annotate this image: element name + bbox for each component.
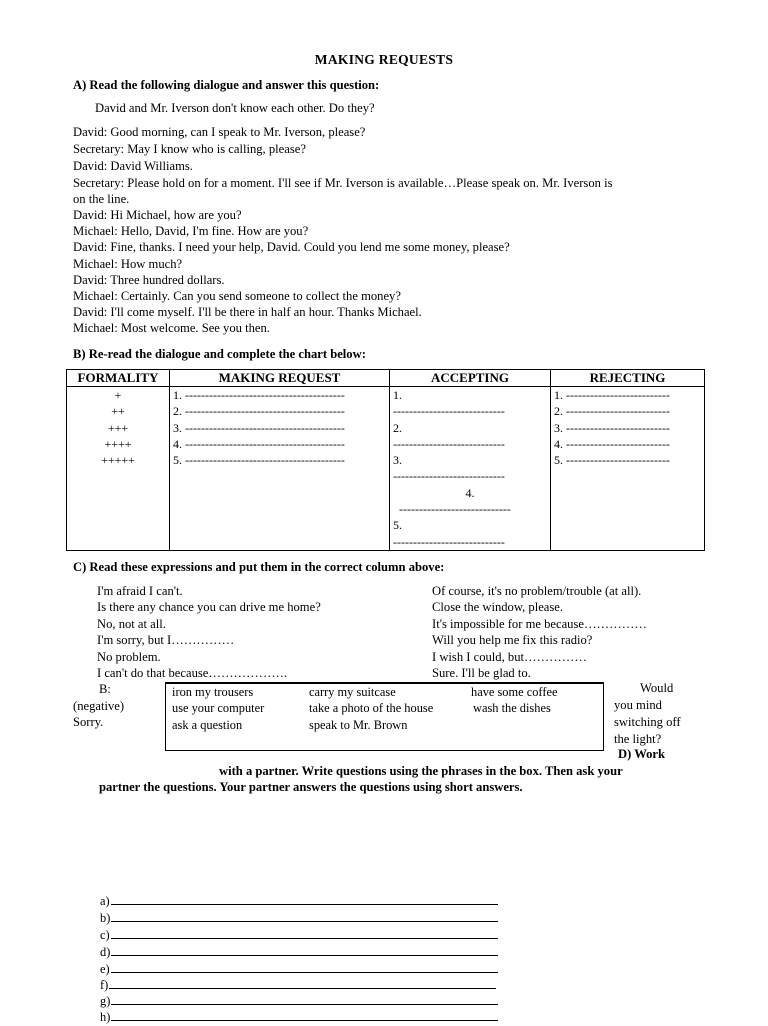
expression: I wish I could, but……………	[432, 650, 587, 664]
expression: Is there any chance you can drive me home?	[97, 600, 321, 614]
phrase: ask a question	[172, 718, 243, 732]
dialogue-line: David: Three hundred dollars.	[73, 273, 225, 287]
page-title: MAKING REQUESTS	[314, 52, 454, 67]
answer-label: g)	[100, 994, 111, 1008]
expression: Sure. I'll be glad to.	[432, 666, 531, 680]
accepting-number: 5.	[393, 518, 402, 533]
request-blank[interactable]: 4. ----------------------------------------	[173, 436, 345, 451]
answer-blank[interactable]	[111, 992, 498, 1005]
answer-label: d)	[100, 945, 111, 959]
phrase: have some coffee	[471, 685, 558, 699]
column-header-making-request: MAKING REQUEST	[170, 370, 390, 387]
answer-row	[100, 943, 498, 961]
section-d-instruction: with a partner. Write questions using the phrases in the box. Then ask your	[219, 764, 623, 778]
request-blank[interactable]: 1. ----------------------------------------	[173, 388, 345, 402]
dialogue-line: David: David Williams.	[73, 159, 193, 173]
accepting-number: 4.	[465, 485, 475, 500]
answer-row	[100, 926, 498, 944]
rejecting-blank[interactable]: 2. --------------------------	[554, 404, 670, 419]
column-header-accepting: ACCEPTING	[390, 370, 551, 387]
accepting-number: 2.	[393, 420, 402, 435]
would-mind-line: the light?	[614, 732, 662, 746]
dialogue-line: Michael: Most welcome. See you then.	[73, 321, 270, 335]
dialogue-line: Secretary: May I know who is calling, please?	[73, 142, 306, 156]
answer-label: b)	[100, 911, 111, 925]
answer-label: e)	[100, 962, 110, 976]
formality-level: ++++	[104, 436, 132, 451]
rejecting-cell	[551, 387, 705, 551]
accepting-blank[interactable]: ----------------------------	[393, 404, 505, 419]
column-header-formality: FORMALITY	[67, 370, 170, 387]
section-b-heading: B) Re-read the dialogue and complete the chart below:	[73, 347, 366, 361]
request-blank[interactable]: 2. ----------------------------------------	[173, 404, 345, 419]
dialogue-line: Michael: Hello, David, I'm fine. How are you?	[73, 224, 309, 238]
dialogue-line: David: Hi Michael, how are you?	[73, 208, 242, 222]
section-d-instruction: partner the questions. Your partner answers the questions using short answers.	[99, 780, 523, 794]
expression: It's impossible for me because……………	[432, 617, 647, 631]
accepting-blank[interactable]: ----------------------------	[393, 534, 505, 549]
expression: I'm afraid I can't.	[97, 584, 183, 598]
answer-blank[interactable]	[111, 892, 498, 905]
expression: Close the window, please.	[432, 600, 564, 614]
expression: Will you help me fix this radio?	[432, 633, 593, 647]
request-blank[interactable]: 3. ----------------------------------------	[173, 420, 345, 435]
fragment-b: B:	[99, 682, 111, 696]
fragment-negative: (negative)	[73, 699, 125, 713]
expression: Of course, it's no problem/trouble (at all).	[432, 584, 642, 598]
would-mind-line: Would	[640, 681, 674, 695]
dialogue-line: Michael: Certainly. Can you send someone to collect the money?	[73, 289, 401, 303]
answer-blank[interactable]	[111, 926, 498, 939]
request-blank[interactable]: 5. ----------------------------------------	[173, 453, 345, 468]
phrase: carry my suitcase	[309, 685, 396, 699]
section-a-heading: A) Read the following dialogue and answer this question:	[73, 78, 380, 92]
answer-blank[interactable]	[111, 960, 498, 973]
dialogue-line: Michael: How much?	[73, 257, 183, 271]
dialogue-line: David: Fine, thanks. I need your help, David. Could you lend me some money, please?	[73, 240, 510, 254]
formality-level: ++	[111, 404, 125, 419]
formality-level: +++	[107, 420, 129, 435]
expression: I can't do that because……………….	[97, 666, 288, 680]
answer-label: c)	[100, 928, 110, 942]
phrase: use your computer	[172, 701, 265, 715]
section-a-question: David and Mr. Iverson don't know each other. Do they?	[95, 101, 375, 115]
rejecting-blank[interactable]: 1. --------------------------	[554, 388, 670, 402]
section-c-heading: C) Read these expressions and put them in the correct column above:	[73, 560, 445, 574]
answer-blank[interactable]	[109, 976, 496, 989]
dialogue-line: David: Good morning, can I speak to Mr. Iverson, please?	[73, 125, 366, 139]
dialogue-line: on the line.	[73, 192, 130, 206]
accepting-blank[interactable]: ----------------------------	[393, 436, 505, 451]
phrase: speak to Mr. Brown	[309, 718, 408, 732]
making-request-cell	[170, 387, 390, 551]
section-d-heading: D) Work	[618, 747, 665, 761]
accepting-cell	[390, 387, 551, 551]
rejecting-blank[interactable]: 4. --------------------------	[554, 436, 670, 451]
formality-level: +++++	[101, 453, 135, 468]
accepting-blank[interactable]: ----------------------------	[399, 502, 511, 517]
accepting-number: 1.	[393, 388, 402, 402]
phrase: wash the dishes	[473, 701, 551, 715]
phrase: take a photo of the house	[309, 701, 434, 715]
answer-row	[100, 1008, 498, 1026]
answer-blank[interactable]	[111, 943, 498, 956]
answer-blank[interactable]	[111, 909, 498, 922]
answer-row	[100, 909, 498, 927]
answer-label: h)	[100, 1010, 111, 1024]
would-mind-line: switching off	[614, 715, 681, 729]
phrase: iron my trousers	[172, 685, 254, 699]
accepting-blank[interactable]: ----------------------------	[393, 469, 505, 484]
expression: I'm sorry, but I……………	[97, 633, 235, 647]
would-mind-line: you mind	[614, 698, 662, 712]
expression: No problem.	[97, 650, 161, 664]
column-header-rejecting: REJECTING	[551, 370, 705, 387]
accepting-number: 3.	[393, 453, 402, 468]
answer-label: a)	[100, 894, 110, 908]
dialogue-line: Secretary: Please hold on for a moment. I'll see if Mr. Iverson is available…Please speak on. Mr. Iverson is	[73, 176, 613, 190]
answer-label: f)	[100, 978, 109, 992]
rejecting-blank[interactable]: 5. --------------------------	[554, 453, 670, 468]
phrase-box	[165, 682, 604, 751]
formality-cell	[67, 387, 170, 551]
expression: No, not at all.	[97, 617, 166, 631]
formality-level: +	[114, 388, 122, 402]
fragment-sorry: Sorry.	[73, 715, 104, 729]
answer-row	[100, 892, 498, 910]
requests-chart	[66, 369, 705, 551]
answer-blank[interactable]	[111, 1008, 498, 1021]
dialogue-line: David: I'll come myself. I'll be there in half an hour. Thanks Michael.	[73, 305, 422, 319]
rejecting-blank[interactable]: 3. --------------------------	[554, 420, 670, 435]
